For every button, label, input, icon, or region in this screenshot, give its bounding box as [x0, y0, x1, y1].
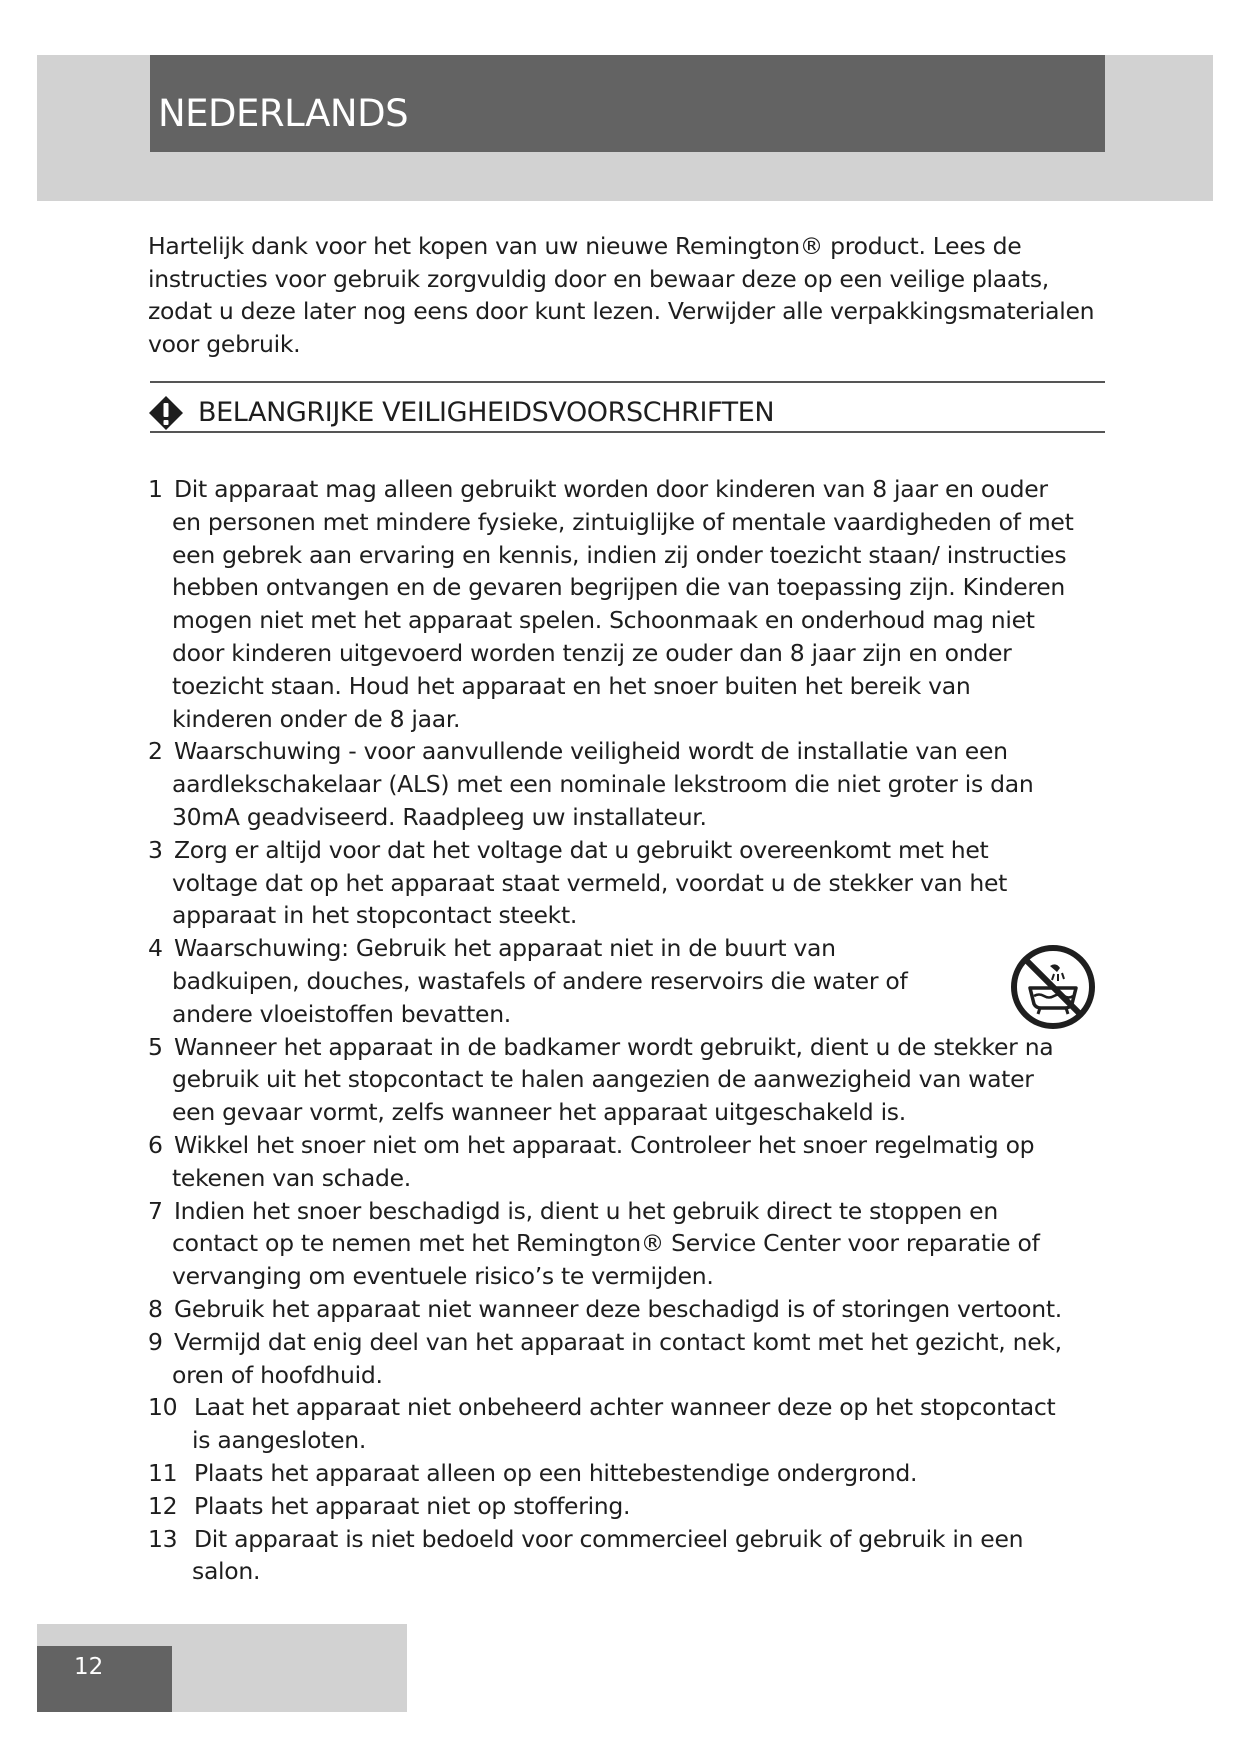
list-item — [148, 834, 1078, 932]
no-bath-icon — [1010, 944, 1096, 1030]
item-number: 8 — [148, 1294, 163, 1323]
item-number: 13 — [148, 1524, 178, 1553]
section-heading — [148, 393, 774, 433]
item-number: 6 — [148, 1130, 163, 1159]
item-number: 2 — [148, 737, 163, 766]
list-item — [148, 1129, 1078, 1195]
item-text: Plaats het apparaat alleen op een hittebestendige ondergrond. — [194, 1458, 918, 1487]
item-text: Waarschuwing - voor aanvullende veiligheid wordt de installatie van een aardlekschakelaar (ALS) met een nominale lekstroom die niet groter is dan 30mA geadviseerd. Raadpleeg uw installateur. — [172, 737, 1034, 831]
page-number: 12 — [74, 1654, 104, 1680]
list-item — [148, 1457, 1078, 1490]
list-item — [148, 1326, 1078, 1392]
item-text: Plaats het apparaat niet op stoffering. — [194, 1491, 631, 1520]
item-text: Dit apparaat mag alleen gebruikt worden door kinderen van 8 jaar en ouder en personen met mindere fysieke, zintuiglijke of mentale vaardigheden of met een gebrek aan ervaring en kennis, indien zij onder toezicht staan/ instructies hebben ontvangen en de gevaren begrijpen die van toepassing zijn. Kinderen mogen niet met het apparaat spelen. Schoonmaak en onderhoud mag niet door kinderen uitgevoerd worden tenzij ze ouder dan 8 jaar zijn en onder toezicht staan. Houd het apparaat en het snoer buiten het bereik van kinderen onder de 8 jaar. — [172, 475, 1074, 733]
language-title: NEDERLANDS — [158, 92, 409, 135]
list-item — [148, 1293, 1078, 1326]
item-number: 4 — [148, 934, 163, 963]
list-item — [148, 1523, 1078, 1589]
item-number: 9 — [148, 1327, 163, 1356]
warning-icon — [148, 395, 184, 431]
list-item — [148, 1031, 1078, 1129]
item-number: 10 — [148, 1393, 178, 1422]
item-text: Vermijd dat enig deel van het apparaat in contact komt met het gezicht, nek, oren of hoofdhuid. — [172, 1327, 1062, 1389]
section-title: BELANGRIJKE VEILIGHEIDSVOORSCHRIFTEN — [198, 397, 775, 428]
list-item — [148, 1391, 1078, 1457]
item-text: Wanneer het apparaat in de badkamer wordt gebruikt, dient u de stekker na gebruik uit het stopcontact te halen aangezien de aanwezigheid van water een gevaar vormt, zelfs wanneer het apparaat uitgeschakeld is. — [172, 1032, 1054, 1127]
item-number: 12 — [148, 1491, 178, 1520]
item-number: 11 — [148, 1458, 178, 1487]
item-number: 7 — [148, 1196, 163, 1225]
item-text: Wikkel het snoer niet om het apparaat. Controleer het snoer regelmatig op tekenen van schade. — [172, 1130, 1035, 1192]
item-number: 3 — [148, 835, 163, 864]
intro-text: Hartelijk dank voor het kopen van uw nieuwe Remington® product. Lees de instructies voor gebruik zorgvuldig door en bewaar deze op een veilige plaats, zodat u deze later nog eens door kunt lezen. Verwijder alle verpakkingsmaterialen voor gebruik. — [148, 232, 1095, 358]
list-item — [148, 1195, 1078, 1293]
list-item — [148, 735, 1078, 833]
safety-instructions-list — [148, 473, 1078, 1588]
section-rule-bottom — [150, 431, 1105, 433]
item-number: 1 — [148, 475, 163, 503]
item-text: Zorg er altijd voor dat het voltage dat u gebruikt overeenkomt met het voltage dat op het apparaat staat vermeld, voordat u de stekker van het apparaat in het stopcontact steekt. — [172, 835, 1008, 930]
list-item — [148, 932, 1078, 1030]
list-item — [148, 1490, 1078, 1523]
page-number-box — [37, 1646, 172, 1712]
item-text: Dit apparaat is niet bedoeld voor commercieel gebruik of gebruik in een salon. — [192, 1524, 1024, 1586]
item-number: 5 — [148, 1032, 163, 1061]
section-rule-top — [150, 381, 1105, 383]
list-item — [148, 473, 1078, 735]
item-text: Indien het snoer beschadigd is, dient u het gebruik direct te stoppen en contact op te nemen met het Remington® Service Center voor reparatie of vervanging om eventuele risico’s te vermijden. — [172, 1196, 1040, 1291]
item-text: Laat het apparaat niet onbeheerd achter wanneer deze op het stopcontact is aangesloten. — [192, 1393, 1056, 1455]
item-text: Gebruik het apparaat niet wanneer deze beschadigd is of storingen vertoont. — [174, 1294, 1062, 1323]
item-text: Waarschuwing: Gebruik het apparaat niet in de buurt van badkuipen, douches, wastafels of andere reservoirs die water of andere vloeistoffen bevatten. — [172, 934, 908, 1028]
